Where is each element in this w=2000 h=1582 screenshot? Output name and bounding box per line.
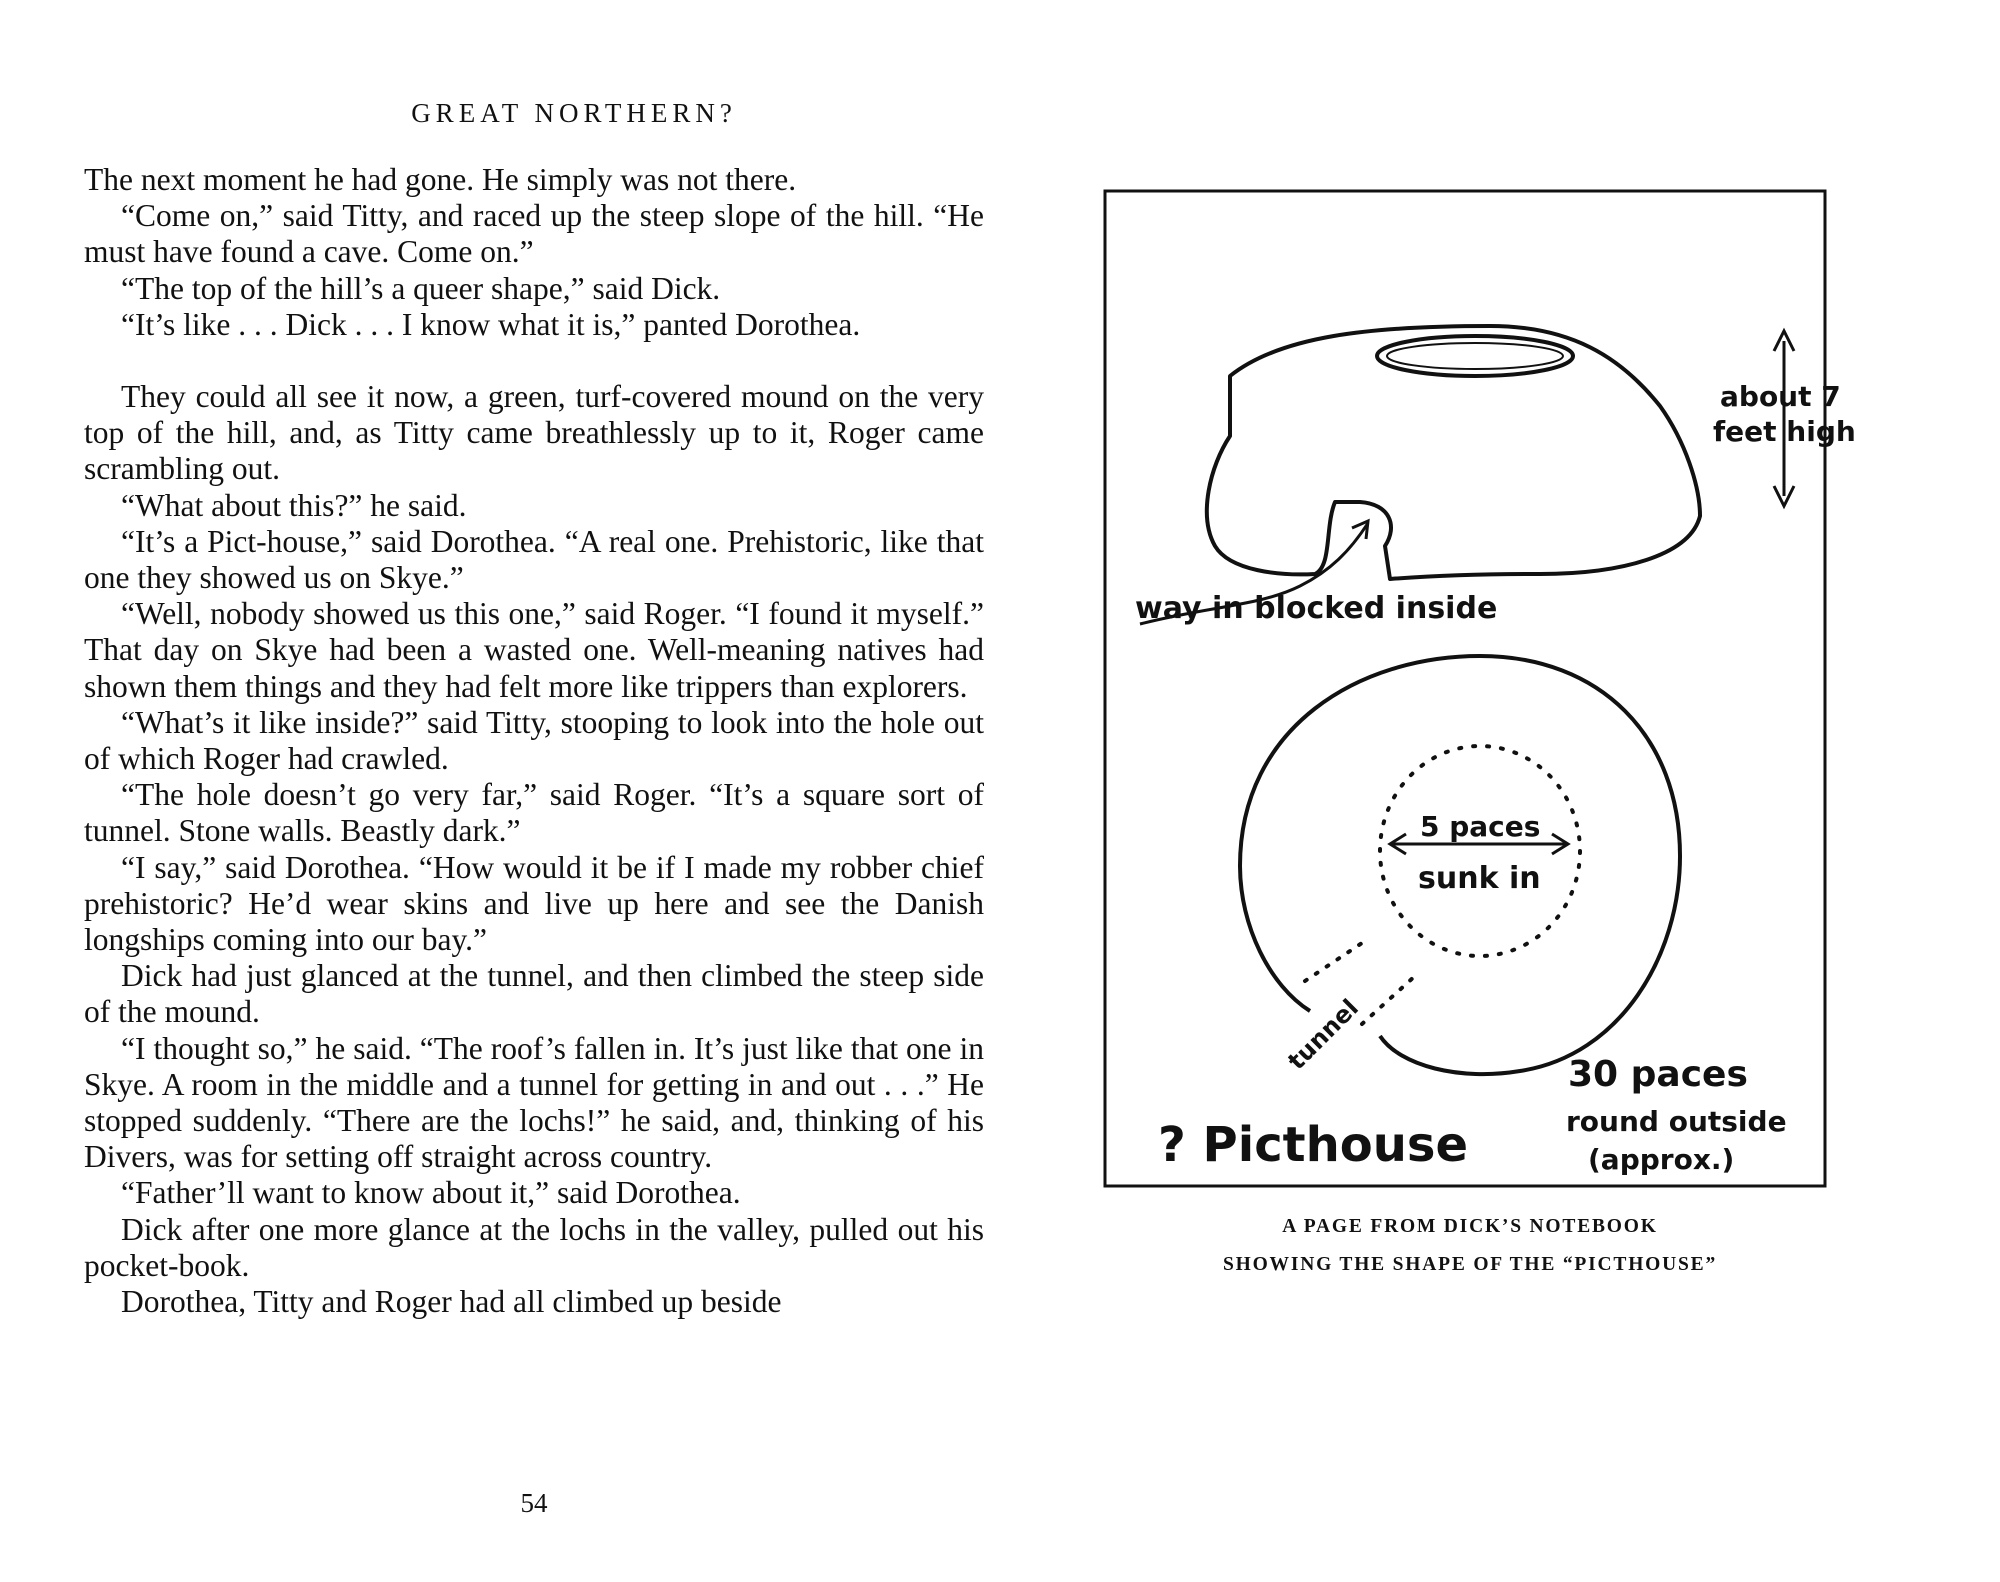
mound-outline bbox=[1207, 326, 1700, 579]
height-note-line-1: about 7 bbox=[1720, 380, 1841, 413]
inner-measure-label: 5 paces bbox=[1420, 810, 1541, 843]
tunnel-line-left bbox=[1305, 941, 1365, 981]
sketch-title: ? Picthouse bbox=[1158, 1117, 1469, 1173]
caption-line: SHOWING THE SHAPE OF THE “PICTHOUSE” bbox=[1222, 1254, 1718, 1275]
body-text bbox=[84, 162, 984, 1320]
sketch-frame bbox=[1105, 191, 1825, 1186]
paragraph: Dick had just glanced at the tunnel, and then climbed the steep side of the mound. bbox=[84, 958, 984, 1030]
caption-line: A PAGE FROM DICK’S NOTEBOOK bbox=[1282, 1216, 1658, 1237]
page-number: 54 bbox=[520, 1488, 548, 1518]
paragraph: “Come on,” said Titty, and raced up the steep slope of the hill. “He must have found a cave. Come on.” bbox=[84, 198, 984, 270]
figure-caption bbox=[1100, 1208, 1840, 1284]
paragraph: “Well, nobody showed us this one,” said Roger. “I found it myself.” That day on Skye had been a wasted one. Well-meaning natives had shown them things and they had felt more like trippers than explorers. bbox=[84, 596, 984, 704]
paragraph: “What’s it like inside?” said Titty, stooping to look into the hole out of which Roger had crawled. bbox=[84, 704, 984, 777]
sketch-drawing bbox=[1100, 186, 1856, 1191]
paragraph: The next moment he had gone. He simply was not there. bbox=[84, 162, 797, 197]
paragraph: “What about this?” he said. bbox=[121, 487, 467, 523]
paragraph: “The hole doesn’t go very far,” said Roger. “It’s a square sort of tunnel. Stone walls. Beastly dark.” bbox=[84, 777, 984, 849]
paragraph: “It’s like . . . Dick . . . I know what it is,” panted Dorothea. bbox=[121, 306, 861, 342]
inner-dotted-circle bbox=[1380, 746, 1580, 956]
entrance-note: way in blocked inside bbox=[1135, 591, 1498, 626]
tunnel-line-right bbox=[1362, 976, 1415, 1024]
tunnel-label: tunnel bbox=[1282, 993, 1364, 1076]
paragraph: “It’s a Pict-house,” said Dorothea. “A real one. Prehistoric, like that one they showed us on Skye.” bbox=[84, 523, 984, 596]
height-note-line-2: feet high bbox=[1713, 415, 1856, 448]
outer-measure-line-3: (approx.) bbox=[1588, 1143, 1735, 1176]
running-head: GREAT NORTHERN? bbox=[411, 98, 737, 128]
outer-measure-line-1: 30 paces bbox=[1568, 1054, 1748, 1095]
paragraph: “The top of the hill’s a queer shape,” said Dick. bbox=[121, 270, 721, 306]
paragraph: They could all see it now, a green, turf-covered mound on the very top of the hill, and, as Titty came breathlessly up to it, Roger came scrambling out. bbox=[84, 379, 984, 487]
paragraph: Dorothea, Titty and Roger had all climbed up beside bbox=[121, 1284, 782, 1320]
inner-note: sunk in bbox=[1418, 861, 1541, 896]
notebook-sketch bbox=[1100, 186, 1856, 1191]
outer-measure-line-2: round outside bbox=[1566, 1105, 1787, 1138]
paragraph: Dick after one more glance at the lochs in the valley, pulled out his pocket-book. bbox=[84, 1211, 984, 1283]
mound-top-hollow-inner bbox=[1387, 343, 1563, 369]
paragraph: “Father’ll want to know about it,” said Dorothea. bbox=[121, 1175, 741, 1211]
paragraph: “I thought so,” he said. “The roof’s fallen in. It’s just like that one in Skye. A room in the middle and a tunnel for getting in and out . . .” He stopped suddenly. “There are the lochs!” he said, and, thinking of his Divers, was for setting off straight across country. bbox=[84, 1030, 984, 1175]
paragraph: “I say,” said Dorothea. “How would it be if I made my robber chief prehistoric? He’d wear skins and live up here and see the Danish longships coming into our bay.” bbox=[84, 849, 984, 958]
